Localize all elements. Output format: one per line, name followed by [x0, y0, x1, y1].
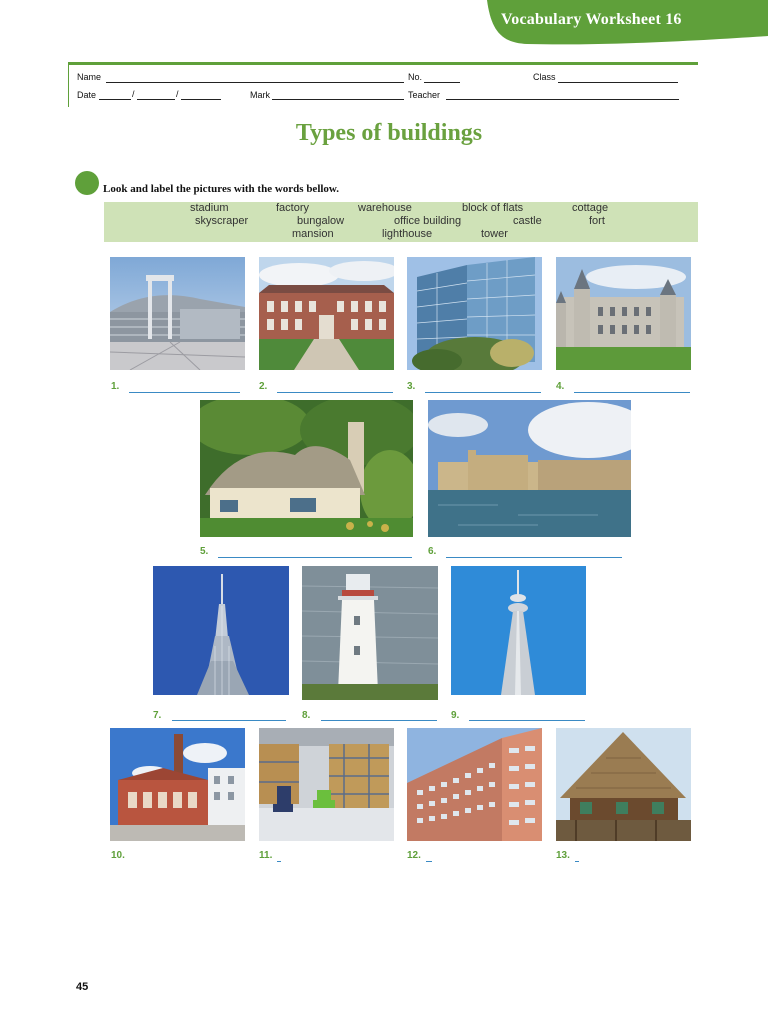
number-label: No.: [408, 72, 423, 82]
date-day-field[interactable]: [99, 99, 131, 100]
date-year-field[interactable]: [181, 99, 221, 100]
word-bank-item: office building: [394, 215, 462, 227]
answer-line-3[interactable]: [425, 392, 541, 393]
office-building-photo: [407, 257, 542, 370]
castle-photo: [556, 257, 691, 370]
class-label: Class: [533, 72, 556, 82]
word-bank-item: cottage: [572, 202, 609, 214]
worksheet-header-tab: [487, 0, 768, 48]
exercise-instruction: Look and label the pictures with the words bellow.: [103, 183, 340, 195]
answer-line-2[interactable]: [277, 392, 393, 393]
name-label: Name: [77, 72, 102, 82]
item-number: 12.: [407, 850, 421, 861]
answer-line-7[interactable]: [172, 720, 286, 721]
page-title: Types of buildings: [295, 120, 483, 146]
skyscraper-photo: [153, 566, 289, 695]
item-number: 11.: [259, 850, 273, 861]
answer-line-6[interactable]: [446, 557, 622, 558]
warehouse-photo: [259, 728, 394, 841]
name-field[interactable]: [106, 82, 404, 83]
answer-line-8[interactable]: [321, 720, 437, 721]
item-number: 2.: [259, 381, 268, 392]
answer-line-13[interactable]: [575, 861, 579, 862]
form-top-rule: [68, 62, 698, 65]
teacher-field[interactable]: [446, 99, 679, 100]
item-number: 3.: [407, 381, 416, 392]
answer-line-9[interactable]: [469, 720, 585, 721]
item-number: 5.: [200, 546, 209, 557]
item-number: 8.: [302, 710, 311, 721]
cottage-photo: [200, 400, 413, 537]
item-number: 13.: [556, 850, 570, 861]
word-bank-item: mansion: [292, 228, 334, 240]
class-field[interactable]: [558, 82, 678, 83]
date-separator: /: [132, 89, 135, 99]
word-bank-item: block of flats: [462, 202, 524, 214]
teacher-label: Teacher: [408, 90, 441, 100]
factory-photo: [110, 728, 245, 841]
mark-label: Mark: [250, 90, 270, 100]
word-bank-item: tower: [481, 228, 508, 240]
word-bank: [104, 202, 698, 242]
mansion-photo: [259, 257, 394, 370]
block-of-flats-photo: [407, 728, 542, 841]
page-number: 45: [76, 981, 89, 993]
form-left-rule: [68, 65, 69, 107]
lighthouse-photo: [302, 566, 438, 700]
word-bank-item: warehouse: [358, 202, 412, 214]
answer-line-4[interactable]: [574, 392, 690, 393]
date-month-field[interactable]: [137, 99, 175, 100]
item-number: 10.: [111, 850, 125, 861]
word-bank-item: skyscraper: [195, 215, 249, 227]
tower-photo: [451, 566, 586, 695]
word-bank-item: bungalow: [297, 215, 345, 227]
answer-line-11[interactable]: [277, 861, 281, 862]
exercise-bullet: [75, 171, 99, 195]
item-number: 9.: [451, 710, 460, 721]
stadium-photo: [110, 257, 245, 370]
bungalow-photo: [556, 728, 691, 841]
word-bank-item: lighthouse: [382, 228, 433, 240]
date-separator: /: [176, 89, 179, 99]
item-number: 6.: [428, 546, 437, 557]
item-number: 4.: [556, 381, 565, 392]
number-field[interactable]: [424, 82, 460, 83]
word-bank-item: factory: [276, 202, 310, 214]
word-bank-item: castle: [513, 215, 542, 227]
answer-line-5[interactable]: [218, 557, 412, 558]
fort-photo: [428, 400, 631, 537]
answer-line-12[interactable]: [426, 861, 432, 862]
item-number: 7.: [153, 710, 162, 721]
date-label: Date: [77, 90, 97, 100]
mark-field[interactable]: [272, 99, 404, 100]
word-bank-item: fort: [589, 215, 605, 227]
word-bank-item: stadium: [190, 202, 229, 214]
answer-line-1[interactable]: [129, 392, 240, 393]
worksheet-title: Vocabulary Worksheet 16: [501, 11, 682, 28]
item-number: 1.: [111, 381, 120, 392]
